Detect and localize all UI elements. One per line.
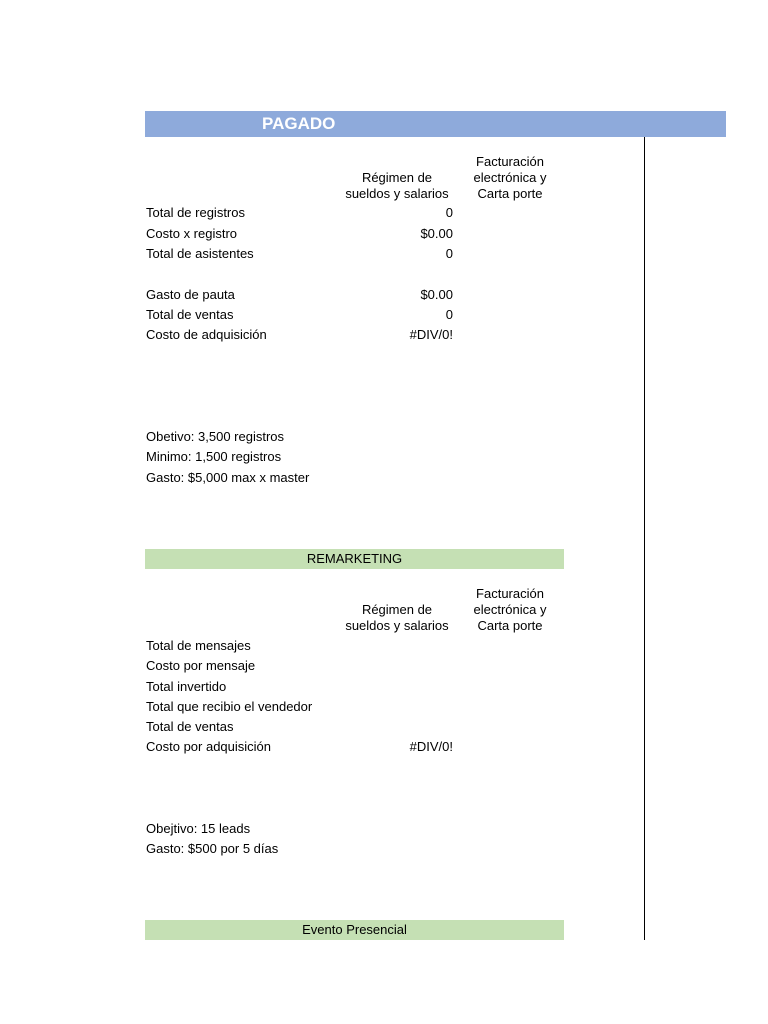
- pagado-row-value: 0: [445, 246, 453, 261]
- pagado-col-header-regimen-line2: sueldos y salarios: [345, 186, 449, 201]
- pagado-row-label: Costo x registro: [146, 226, 238, 241]
- pagado-row-label: Total de asistentes: [146, 246, 254, 261]
- remarketing-row-label: Total de ventas: [146, 719, 234, 734]
- remarketing-row-value: #DIV/0!: [409, 739, 453, 754]
- pagado-row-value: #DIV/0!: [409, 327, 453, 342]
- pagado-row-label: Total de ventas: [146, 307, 234, 322]
- remarketing-header-banner: [145, 549, 564, 569]
- pagado-row-label: Gasto de pauta: [146, 287, 235, 302]
- remarketing-col-header-regimen: [342, 602, 452, 634]
- remarketing-col-header-facturacion-line2: electrónica y: [473, 602, 547, 617]
- remarketing-row-label: Total que recibio el vendedor: [146, 699, 313, 714]
- remarketing-title: REMARKETING: [306, 551, 403, 566]
- pagado-row-label: Costo de adquisición: [146, 327, 267, 342]
- pagado-col-header-facturacion: [462, 154, 558, 202]
- pagado-note: Obetivo: 3,500 registros: [146, 429, 285, 444]
- pagado-row-label: Total de registros: [146, 205, 245, 220]
- remarketing-note: Gasto: $500 por 5 días: [146, 841, 279, 856]
- pagado-col-header-facturacion-line3: Carta porte: [477, 186, 543, 201]
- remarketing-row-label: Costo por mensaje: [146, 658, 256, 673]
- pagado-row-value: 0: [445, 205, 453, 220]
- pagado-note: Gasto: $5,000 max x master: [146, 470, 310, 485]
- evento-presencial-header-banner: [145, 920, 564, 940]
- pagado-note: Minimo: 1,500 registros: [146, 449, 282, 464]
- remarketing-col-header-regimen-line2: sueldos y salarios: [345, 618, 449, 633]
- remarketing-col-header-regimen-line1: Régimen de: [361, 602, 433, 617]
- remarketing-col-header-facturacion-line1: Facturación: [476, 586, 544, 601]
- remarketing-row-label: Total de mensajes: [146, 638, 251, 653]
- remarketing-col-header-facturacion: [462, 586, 558, 634]
- pagado-header-banner: [145, 111, 726, 137]
- remarketing-row-label: Costo por adquisición: [146, 739, 272, 754]
- pagado-col-header-regimen: [342, 170, 452, 202]
- pagado-title: PAGADO: [262, 114, 336, 133]
- vertical-divider: [644, 137, 645, 940]
- pagado-col-header-facturacion-line2: electrónica y: [473, 170, 547, 185]
- pagado-row-value: $0.00: [420, 287, 453, 302]
- remarketing-note: Obejtivo: 15 leads: [146, 821, 251, 836]
- pagado-row-value: 0: [445, 307, 453, 322]
- remarketing-col-header-facturacion-line3: Carta porte: [477, 618, 543, 633]
- pagado-col-header-regimen-line1: Régimen de: [361, 170, 433, 185]
- pagado-row-value: $0.00: [420, 226, 453, 241]
- pagado-col-header-facturacion-line1: Facturación: [476, 154, 544, 169]
- evento-presencial-title: Evento Presencial: [302, 922, 407, 937]
- remarketing-row-label: Total invertido: [146, 679, 227, 694]
